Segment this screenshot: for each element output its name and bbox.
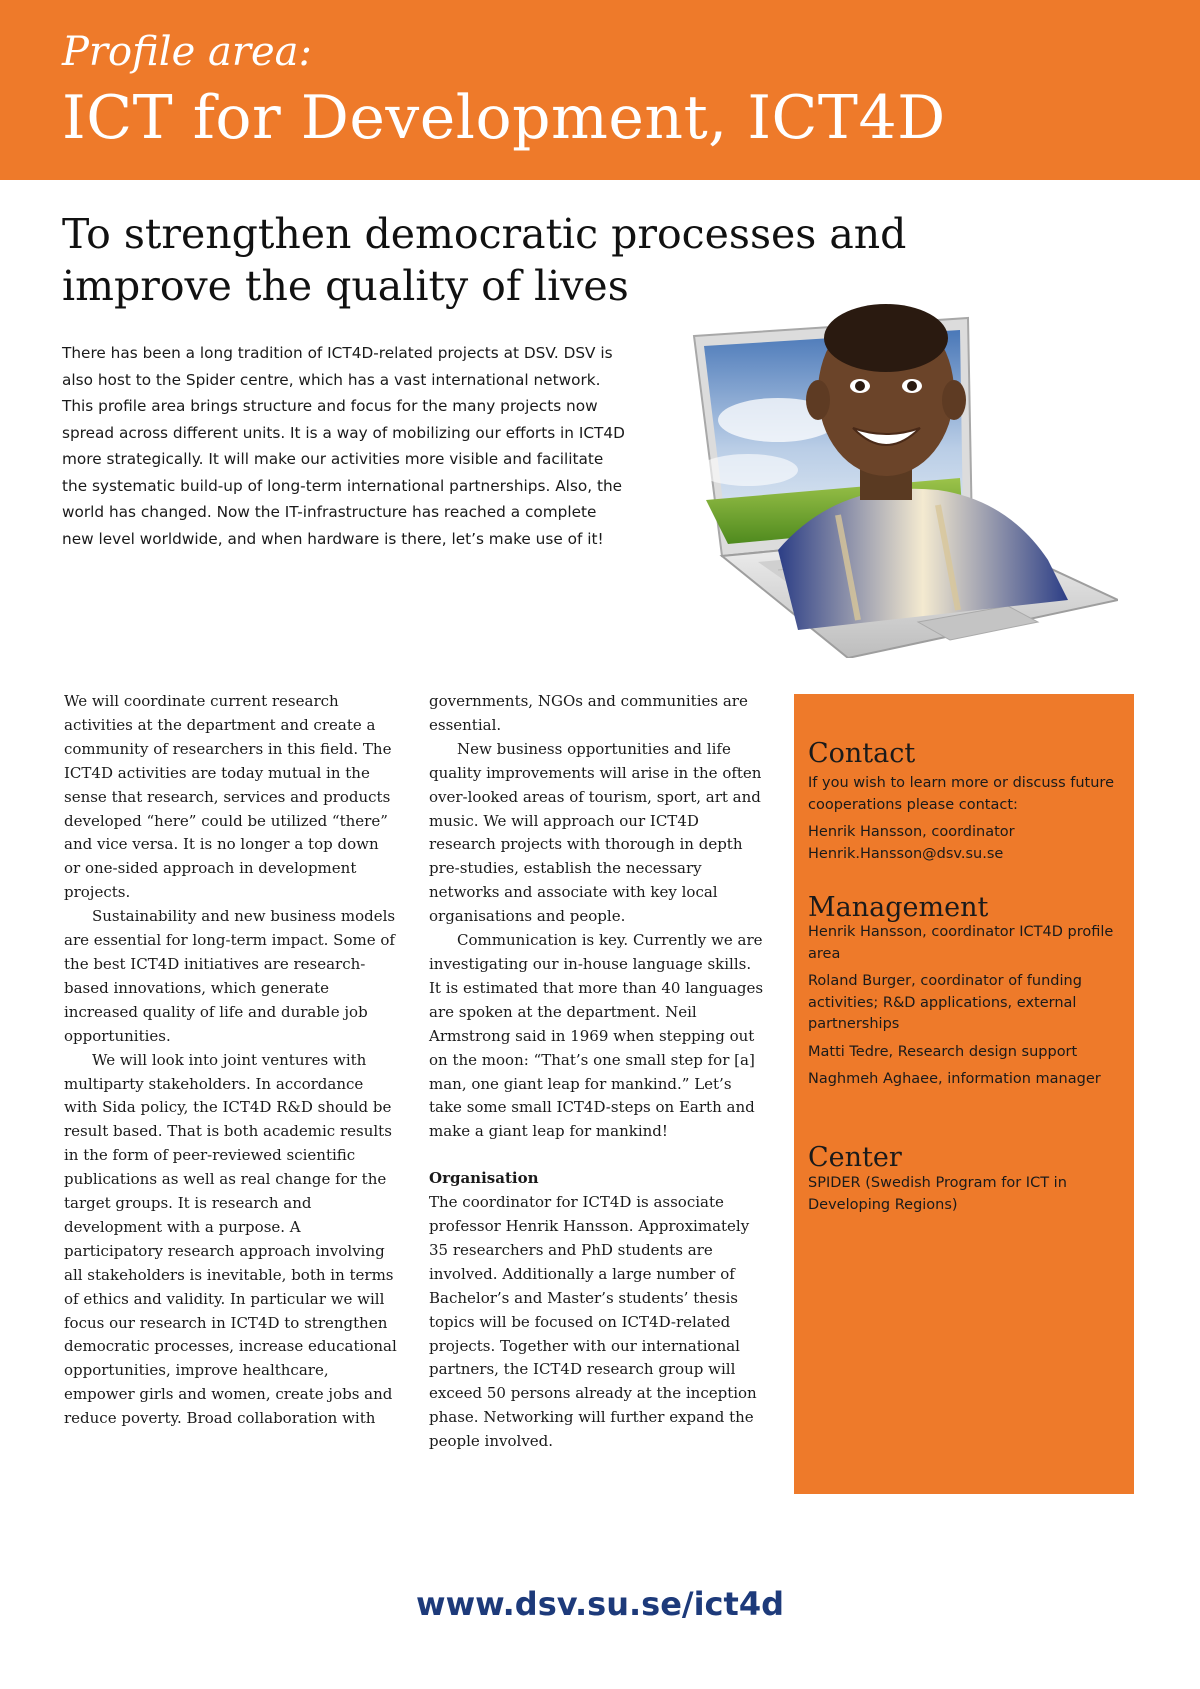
header-banner [0, 0, 1200, 180]
page-headline: To strengthen democratic processes and improve the quality of lives [62, 210, 907, 310]
contact-email[interactable]: Henrik.Hansson@dsv.su.se [808, 845, 1004, 862]
contact-block [808, 773, 1124, 865]
left-paragraph: We will coordinate current research activities at the department and create a community of researchers in this field. The ICT4D activities are today mutual in the sense that research, services and products developed “here” could be utilized “there” and vice versa. It is no longer a top down or one-sided approach in development projects. [64, 692, 392, 902]
banner-title: ICT for Development, ICT4D [62, 83, 946, 153]
left-text-column [64, 690, 399, 1431]
banner-kicker: Profile area: [62, 29, 312, 75]
center-heading: Center [808, 1142, 902, 1173]
right-paragraph: governments, NGOs and communities are essential. [429, 692, 748, 734]
management-list [808, 922, 1124, 1097]
contact-sidebar [794, 694, 1134, 1494]
right-paragraph: Communication is key. Currently we are investigating our in-house language skills. It is estimated that more than 40 languages are spoken at the department. Neil Armstrong said in 1969 when stepping out on the moon: “That’s one small step for [a] man, one giant leap for mankind.” Let’s take some small ICT4D-steps on Earth and make a giant leap for mankind! [429, 931, 764, 1141]
left-paragraph: We will look into joint ventures with multiparty stakeholders. In accordance with Sida policy, the ICT4D R&D should be result based. That is both academic results in the form of peer-reviewed scientific publications as well as real change for the target groups. It is research and development with a purpose. A participatory research approach involving all stakeholders is inevitable, both in terms of ethics and validity. In particular we will focus our research in ICT4D to strengthen democratic processes, increase educational opportunities, improve healthcare, empower girls and women, create jobs and reduce poverty. Broad collaboration with [64, 1050, 397, 1428]
organisation-heading: Organisation [429, 1169, 539, 1188]
footer-url-link[interactable]: www.dsv.su.se/ict4d [416, 1585, 784, 1623]
management-item: Roland Burger, coordinator of funding activities; R&D applications, external partnerships [808, 973, 1082, 1032]
management-item: Henrik Hansson, coordinator ICT4D profile area [808, 924, 1114, 962]
contact-heading: Contact [808, 738, 916, 769]
contact-name: Henrik Hansson, coordinator [808, 824, 1015, 840]
contact-text: If you wish to learn more or discuss future cooperations please contact: [808, 775, 1115, 813]
intro-paragraph: There has been a long tradition of ICT4D-related projects at DSV. DSV is also host to the Spider centre, which has a vast international network. This profile area brings structure and focus for the many projects now spread across different units. It is a way of mobilizing our efforts in ICT4D more strategically. It will make our activities more visible and facilitate the systematic build-up of long-term international partnerships. Also, the world has changed. Now the IT-infrastructure has reached a complete new level worldwide, and when hardware is there, let’s make use of it! [62, 344, 625, 548]
center-text: SPIDER (Swedish Program for ICT in Developing Regions) [808, 1175, 1067, 1213]
right-text-column [429, 690, 764, 1454]
management-item: Matti Tedre, Research design support [808, 1043, 1078, 1060]
right-paragraph: New business opportunities and life quality improvements will arise in the often over-looked areas of tourism, sport, art and music. We will approach our ICT4D research projects with thorough in depth pre-studies, establish the necessary networks and associate with key local organisations and people. [429, 739, 762, 926]
management-heading: Management [808, 892, 989, 923]
management-item: Naghmeh Aghaee, information manager [808, 1071, 1101, 1087]
center-block [808, 1173, 1124, 1216]
laptop-boy-photo [688, 300, 1118, 658]
left-paragraph: Sustainability and new business models are essential for long-term impact. Some of the best ICT4D initiatives are research-based innovations, which generate increased quality of life and durable job opportunities. [64, 907, 396, 1045]
organisation-paragraph: The coordinator for ICT4D is associate professor Henrik Hansson. Approximately 35 researchers and PhD students are involved. Additionally a large number of Bachelor’s and Master’s students’ thesis topics will be focused on ICT4D-related projects. Together with our international partners, the ICT4D research group will exceed 50 persons already at the inception phase. Networking will further expand the people involved. [429, 1193, 757, 1451]
